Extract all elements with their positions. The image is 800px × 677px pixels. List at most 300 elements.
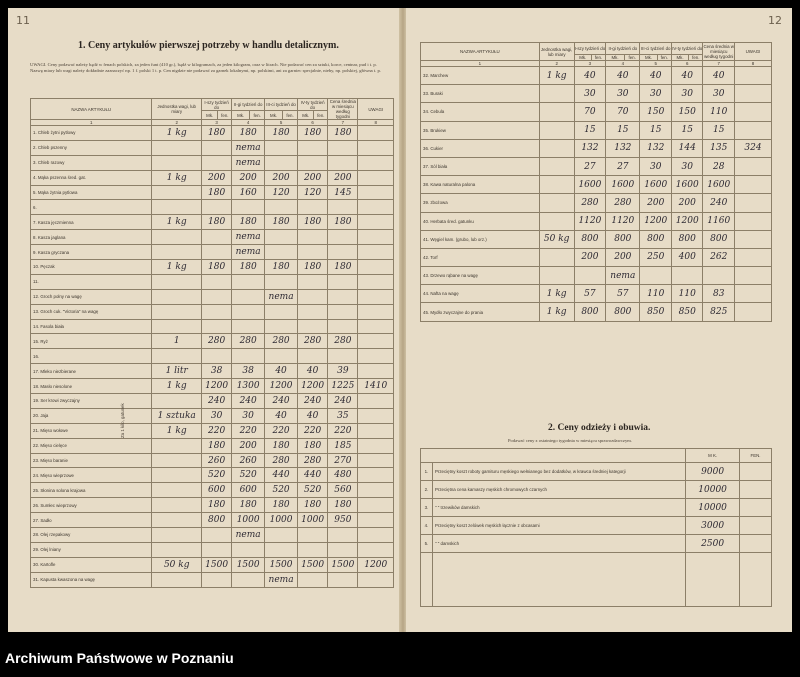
- table-row: [421, 67, 772, 85]
- column-number: 6: [671, 61, 703, 67]
- fen-header: fen.: [250, 111, 265, 120]
- week-price: [201, 572, 231, 587]
- clothing-row: [421, 481, 772, 499]
- week-price: 40: [606, 67, 640, 85]
- week-price: 132: [574, 139, 606, 157]
- fen-header: fen.: [314, 111, 328, 120]
- week-price: [232, 304, 265, 319]
- article-name: 31. Kapusta kwaszona na wagę: [31, 572, 152, 587]
- week-price: 240: [298, 394, 328, 409]
- week-price: 800: [640, 230, 672, 248]
- week-price: 180: [201, 215, 231, 230]
- fen-header: FEN.: [740, 449, 772, 463]
- average-price: 15: [703, 121, 735, 139]
- week-price: 280: [265, 334, 298, 349]
- week-price: 200: [232, 170, 265, 185]
- week-price: 200: [298, 170, 328, 185]
- table-row: [421, 176, 772, 194]
- unit-value: [152, 230, 202, 245]
- week-price: 40: [671, 67, 703, 85]
- table-row: [31, 349, 394, 364]
- clothing-price-table: [420, 448, 772, 607]
- article-name: 40. Herbata śred. gatunku: [421, 212, 540, 230]
- week-price: 30: [201, 408, 231, 423]
- average-price: [328, 140, 358, 155]
- remarks-value: [358, 528, 394, 543]
- column-number: 3: [574, 61, 606, 67]
- week-price: 440: [265, 468, 298, 483]
- table-row: [31, 304, 394, 319]
- week-price: 40: [265, 408, 298, 423]
- table-row: [421, 194, 772, 212]
- clothing-row: [421, 535, 772, 553]
- article-name: 34. Cebula: [421, 103, 540, 121]
- article-name: 1. Chleb żytni pytlowy: [31, 126, 152, 141]
- table-row: [421, 157, 772, 175]
- remarks-value: [358, 289, 394, 304]
- column-header: Cena średnia w miesiącu według tygodni: [703, 44, 734, 59]
- week-price: nema: [232, 230, 265, 245]
- average-price: 180: [328, 126, 358, 141]
- unit-value: [152, 245, 202, 260]
- week-price: [265, 245, 298, 260]
- average-price: [328, 289, 358, 304]
- average-price: [328, 572, 358, 587]
- remarks-value: [358, 260, 394, 275]
- average-price: 28: [703, 157, 735, 175]
- table-row: [31, 468, 394, 483]
- average-price: 35: [328, 408, 358, 423]
- column-header: I-szy tydzień do: [574, 43, 606, 55]
- article-name: 25. Słonina solona krajowa: [31, 483, 152, 498]
- table-row: [31, 185, 394, 200]
- week-price: 800: [201, 513, 231, 528]
- table-row: [421, 285, 772, 303]
- header-row: [421, 43, 772, 55]
- week-price: [574, 267, 606, 285]
- average-price: 40: [703, 67, 735, 85]
- table-row: [421, 139, 772, 157]
- section2-subtitle: Podawać ceny z ostatniego tygodnia w miesiącu sprawozdawczym.: [508, 438, 632, 443]
- week-price: 1200: [265, 379, 298, 394]
- row-number: 5.: [421, 535, 433, 553]
- average-price: 39: [328, 364, 358, 379]
- table-row: [421, 303, 772, 321]
- remarks-value: [358, 349, 394, 364]
- week-price: 200: [606, 248, 640, 266]
- remarks-value: [734, 212, 771, 230]
- fen-header: fen.: [218, 111, 232, 120]
- article-name: 26. Sumłec wieprzowy: [31, 498, 152, 513]
- week-price: 57: [574, 285, 606, 303]
- week-price: 260: [232, 453, 265, 468]
- week-price: [265, 349, 298, 364]
- unit-value: 1 kg: [152, 260, 202, 275]
- table-row: [31, 498, 394, 513]
- week-price: nema: [265, 572, 298, 587]
- average-price: 280: [328, 334, 358, 349]
- week-price: 15: [574, 121, 606, 139]
- average-price: 180: [328, 260, 358, 275]
- week-price: 57: [606, 285, 640, 303]
- week-price: 30: [640, 85, 672, 103]
- unit-value: [152, 394, 202, 409]
- unit-value: [152, 200, 202, 215]
- week-price: 180: [232, 498, 265, 513]
- week-price: 30: [671, 85, 703, 103]
- blank-cell: [421, 553, 433, 607]
- article-name: 36. Cukier: [421, 139, 540, 157]
- column-number: 8: [734, 61, 771, 67]
- week-price: [201, 155, 231, 170]
- week-price: 520: [201, 468, 231, 483]
- remarks-value: [734, 194, 771, 212]
- week-price: 1500: [201, 557, 231, 572]
- column-number: 5: [265, 120, 298, 126]
- week-price: 1600: [640, 176, 672, 194]
- week-price: 1000: [232, 513, 265, 528]
- remarks-value: [734, 267, 771, 285]
- table-row: [31, 319, 394, 334]
- week-price: 440: [298, 468, 328, 483]
- column-header: Jednostka wagi, lub miary: [152, 99, 202, 120]
- week-price: 850: [640, 303, 672, 321]
- week-price: 260: [201, 453, 231, 468]
- article-name: 32. Marchew: [421, 67, 540, 85]
- average-price: 180: [328, 498, 358, 513]
- remarks-value: 324: [734, 139, 771, 157]
- week-price: 38: [201, 364, 231, 379]
- unit-value: [539, 157, 574, 175]
- week-price: 1300: [232, 379, 265, 394]
- week-price: 280: [201, 334, 231, 349]
- average-price: 220: [328, 423, 358, 438]
- week-price: [201, 245, 231, 260]
- week-price: [265, 304, 298, 319]
- table-row: [31, 215, 394, 230]
- week-price: [298, 140, 328, 155]
- week-price: [201, 274, 231, 289]
- unit-value: [539, 248, 574, 266]
- week-price: 800: [574, 303, 606, 321]
- right-price-table: [420, 42, 772, 322]
- average-price: 560: [328, 483, 358, 498]
- week-price: 40: [298, 364, 328, 379]
- article-name: 12. Groch polny na wagę: [31, 289, 152, 304]
- column-header: III-ci tydzień do: [265, 99, 298, 111]
- unit-value: [152, 498, 202, 513]
- week-price: 850: [671, 303, 703, 321]
- table-row: [31, 542, 394, 557]
- remarks-value: [358, 230, 394, 245]
- table-row: [31, 528, 394, 543]
- week-price: 30: [671, 157, 703, 175]
- remarks-value: [734, 67, 771, 85]
- unit-value: [152, 140, 202, 155]
- remarks-value: [358, 245, 394, 260]
- week-price: 250: [640, 248, 672, 266]
- unit-value: 1 sztuka: [152, 408, 202, 423]
- average-price: 240: [703, 194, 735, 212]
- remarks-value: [358, 200, 394, 215]
- week-price: 280: [232, 334, 265, 349]
- remarks-value: [734, 230, 771, 248]
- column-header: UWAGI: [734, 43, 771, 61]
- week-price: 160: [232, 185, 265, 200]
- week-price: [201, 140, 231, 155]
- clothing-row: [421, 499, 772, 517]
- unit-value: 1 kg: [152, 379, 202, 394]
- archive-footer: [0, 640, 800, 677]
- table-row: [31, 245, 394, 260]
- unit-value: [152, 542, 202, 557]
- week-price: [265, 140, 298, 155]
- table-row: [31, 513, 394, 528]
- table-row: [31, 155, 394, 170]
- mk-header: M K.: [686, 449, 740, 463]
- unit-value: [152, 155, 202, 170]
- column-number: 1: [31, 120, 152, 126]
- week-price: 800: [574, 230, 606, 248]
- week-price: 280: [265, 453, 298, 468]
- remarks-value: [734, 176, 771, 194]
- column-number: 1: [421, 61, 540, 67]
- week-price: [201, 289, 231, 304]
- vertical-label: Za 1 kilo, gatunek: [120, 403, 125, 438]
- week-price: 280: [574, 194, 606, 212]
- average-price: [703, 267, 735, 285]
- week-price: [298, 528, 328, 543]
- column-number: 2: [152, 120, 202, 126]
- week-price: [298, 304, 328, 319]
- left-page: [8, 8, 401, 632]
- article-name: 9. Kasza gryczana: [31, 245, 152, 260]
- column-header: IV-ty tydzień do: [298, 99, 328, 111]
- week-price: 27: [574, 157, 606, 175]
- week-price: 1000: [298, 513, 328, 528]
- week-price: nema: [232, 528, 265, 543]
- unit-value: [152, 438, 202, 453]
- column-header: UWAGI: [358, 99, 394, 120]
- clothing-price-mk: 9000: [686, 463, 740, 481]
- table-row: [421, 248, 772, 266]
- week-price: 240: [201, 394, 231, 409]
- fen-header: fen.: [591, 55, 605, 61]
- week-price: 180: [265, 498, 298, 513]
- header-row: [31, 99, 394, 111]
- week-price: [201, 200, 231, 215]
- mk-header: Mk.: [201, 111, 217, 120]
- week-price: 200: [232, 438, 265, 453]
- week-price: 220: [201, 423, 231, 438]
- table-row: [31, 260, 394, 275]
- week-price: 180: [201, 126, 231, 141]
- week-price: 40: [265, 364, 298, 379]
- article-name: 22. Mięso cielęce: [31, 438, 152, 453]
- clothing-row: [421, 463, 772, 481]
- remarks-value: [734, 285, 771, 303]
- average-price: 180: [328, 215, 358, 230]
- table-row: [31, 557, 394, 572]
- archive-name: Archiwum Państwowe w Poznaniu: [5, 650, 234, 666]
- average-price: 200: [328, 170, 358, 185]
- average-price: [328, 245, 358, 260]
- clothing-item-name: Przeciętny koszt roboty garnituru męskiego wełnianego bez dodatków, w krawca średniej kategorji: [432, 463, 685, 481]
- week-price: 180: [298, 260, 328, 275]
- article-name: 13. Groch cuk. "Victoria" na wagę: [31, 304, 152, 319]
- week-price: nema: [232, 245, 265, 260]
- average-price: 800: [703, 230, 735, 248]
- week-price: 180: [298, 126, 328, 141]
- week-price: 180: [201, 498, 231, 513]
- week-price: 200: [640, 194, 672, 212]
- week-price: 30: [232, 408, 265, 423]
- article-name: 39. zbożowa: [421, 194, 540, 212]
- week-price: 70: [606, 103, 640, 121]
- week-price: 1120: [606, 212, 640, 230]
- week-price: [298, 572, 328, 587]
- remarks-value: [358, 140, 394, 155]
- week-price: 180: [298, 498, 328, 513]
- article-name: 20. Jaja: [31, 408, 152, 423]
- average-price: 185: [328, 438, 358, 453]
- remarks-value: [734, 85, 771, 103]
- week-price: [298, 155, 328, 170]
- week-price: 110: [640, 285, 672, 303]
- unit-value: 1: [152, 334, 202, 349]
- average-price: 1225: [328, 379, 358, 394]
- week-price: [298, 542, 328, 557]
- column-header: IV-ty tydzień do: [671, 43, 703, 55]
- table-row: [31, 126, 394, 141]
- mk-header: Mk.: [265, 111, 283, 120]
- week-price: 800: [671, 230, 703, 248]
- clothing-price-fen: [740, 535, 772, 553]
- column-header: II-gi tydzień do: [232, 99, 265, 111]
- column-header: I-szy tydzień do: [201, 99, 231, 111]
- article-name: 3. Chleb razowy: [31, 155, 152, 170]
- average-price: 145: [328, 185, 358, 200]
- article-name: 16.: [31, 349, 152, 364]
- column-number: 7: [703, 61, 735, 67]
- unit-value: 1 kg: [539, 285, 574, 303]
- average-price: [328, 319, 358, 334]
- article-name: 28. Olej rzepakowy: [31, 528, 152, 543]
- unit-value: [539, 139, 574, 157]
- unit-value: [152, 528, 202, 543]
- week-price: 800: [606, 230, 640, 248]
- unit-value: [152, 304, 202, 319]
- week-price: 220: [265, 423, 298, 438]
- article-name: 38. Kawa naturalna palona: [421, 176, 540, 194]
- mk-header: Mk.: [298, 111, 314, 120]
- remarks-value: [358, 453, 394, 468]
- column-header: NAZWA ARTYKUŁU: [421, 43, 540, 61]
- average-price: 270: [328, 453, 358, 468]
- article-name: 27. Sadło: [31, 513, 152, 528]
- week-price: 1200: [671, 212, 703, 230]
- clothing-price-fen: [740, 481, 772, 499]
- remarks-value: [734, 121, 771, 139]
- week-price: 40: [574, 67, 606, 85]
- week-price: [232, 200, 265, 215]
- article-name: 21. Mięso wołowe: [31, 423, 152, 438]
- week-price: 120: [298, 185, 328, 200]
- average-price: 135: [703, 139, 735, 157]
- week-price: 15: [671, 121, 703, 139]
- column-number: 4: [606, 61, 640, 67]
- week-price: 1500: [232, 557, 265, 572]
- article-name: 6.: [31, 200, 152, 215]
- week-price: 30: [606, 85, 640, 103]
- unit-value: [539, 212, 574, 230]
- table-row: [31, 274, 394, 289]
- week-price: 520: [298, 483, 328, 498]
- average-price: [328, 528, 358, 543]
- article-name: 35. Brukiew: [421, 121, 540, 139]
- unit-value: 1 kg: [152, 215, 202, 230]
- remarks-value: [358, 394, 394, 409]
- week-price: 120: [265, 185, 298, 200]
- week-price: [640, 267, 672, 285]
- fen-header: fen.: [689, 55, 703, 61]
- clothing-item-name: " " damskich: [432, 535, 685, 553]
- average-price: 83: [703, 285, 735, 303]
- week-price: [298, 200, 328, 215]
- average-price: 1600: [703, 176, 735, 194]
- article-name: 15. Ryż: [31, 334, 152, 349]
- average-price: 950: [328, 513, 358, 528]
- remarks-value: [358, 483, 394, 498]
- average-price: 825: [703, 303, 735, 321]
- clothing-price-fen: [740, 517, 772, 535]
- week-price: 200: [671, 194, 703, 212]
- blank-header: [421, 449, 686, 463]
- week-price: nema: [606, 267, 640, 285]
- article-name: 44. Nafta na wagę: [421, 285, 540, 303]
- week-price: 240: [265, 394, 298, 409]
- week-price: [265, 542, 298, 557]
- article-name: 11.: [31, 274, 152, 289]
- week-price: 180: [201, 438, 231, 453]
- row-number: 4.: [421, 517, 433, 535]
- remarks-value: 1410: [358, 379, 394, 394]
- clothing-item-name: " " trzewików damskich: [432, 499, 685, 517]
- unit-value: 50 kg: [539, 230, 574, 248]
- remarks-value: 1200: [358, 557, 394, 572]
- week-price: 40: [298, 408, 328, 423]
- remarks-value: [358, 215, 394, 230]
- week-price: 180: [201, 185, 231, 200]
- week-price: 180: [232, 126, 265, 141]
- average-price: [328, 230, 358, 245]
- week-price: [298, 274, 328, 289]
- unit-value: [152, 572, 202, 587]
- week-price: nema: [232, 155, 265, 170]
- remarks-value: [358, 126, 394, 141]
- article-name: 4. Mąka pszenna śred. gat.: [31, 170, 152, 185]
- average-price: 240: [328, 394, 358, 409]
- article-name: 14. Fasola biała: [31, 319, 152, 334]
- column-header: II-gi tydzień do: [606, 43, 640, 55]
- clothing-price-mk: 3000: [686, 517, 740, 535]
- remarks-value: [358, 572, 394, 587]
- fen-header: fen.: [657, 55, 671, 61]
- week-price: nema: [265, 289, 298, 304]
- clothing-price-fen: [740, 463, 772, 481]
- week-price: [232, 349, 265, 364]
- week-price: [298, 319, 328, 334]
